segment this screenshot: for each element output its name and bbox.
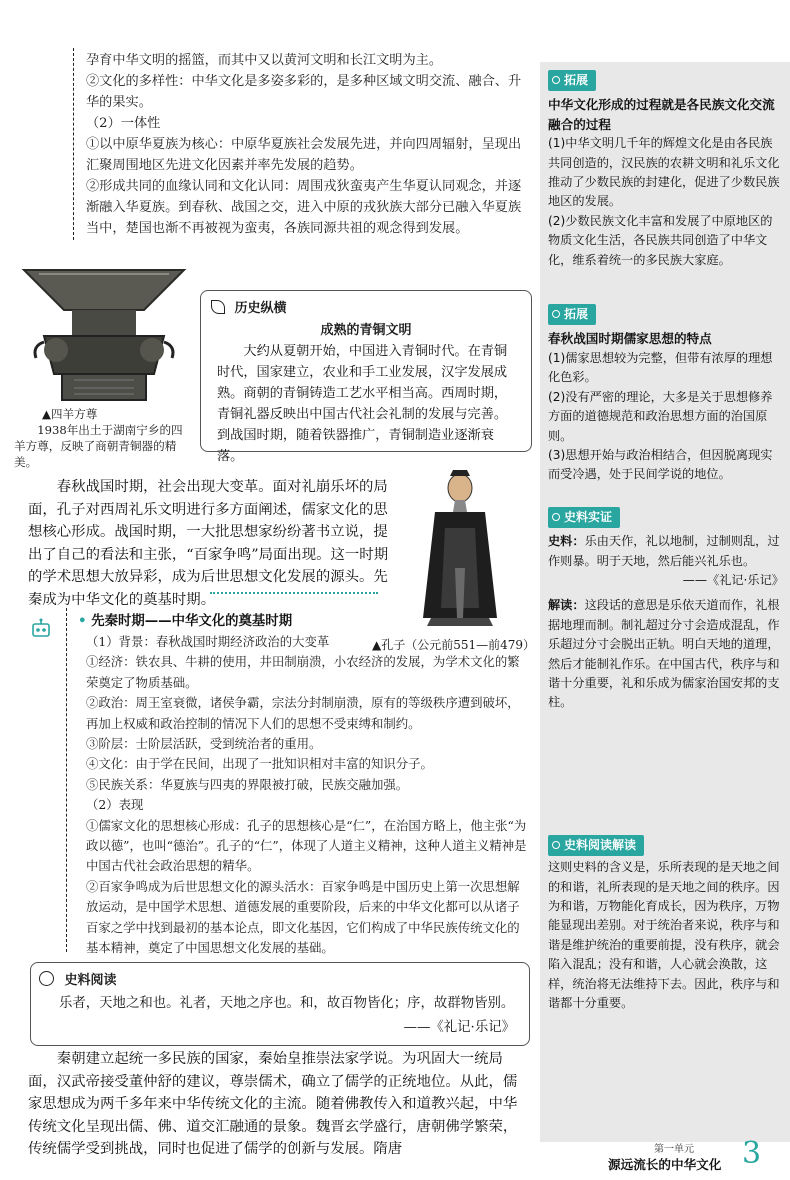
evidence-tag: 史料实证 <box>548 507 620 528</box>
note-line: ②文化的多样性：中华文化是多姿多彩的，是多种区域文明交流、融合、升华的果实。 <box>86 74 522 110</box>
evidence-block <box>548 507 784 713</box>
ext2-item: (1)儒家思想较为完整，但带有浓厚的理想化色彩。 <box>548 350 773 385</box>
notes-dashed-line <box>73 48 74 240</box>
reading-interp-block <box>548 835 784 1014</box>
sidebar <box>548 70 784 1013</box>
ext2-item: (3)思想开始与政治相结合，但因脱离现实而受冷遇，处于民间学说的地位。 <box>548 447 773 482</box>
leaf-icon <box>211 300 225 314</box>
history-box-title: 成熟的青铜文明 <box>320 323 412 338</box>
reading-box-header <box>39 969 117 988</box>
reading-box <box>30 962 530 1046</box>
interp-label: 解读： <box>548 598 585 613</box>
note-line: ②百家争鸣成为后世思想文化的源头活水：百家争鸣是中国历史上第一次思想解放运动，是中国学术思想、道德发展的重要阶段，后来的中华文化都可以从诸子百家之学中找到最初的基本论点，即文化基因，它们构成了中华民族传统文化的基本精神，奠定了中国思想文化发展的基础。 <box>86 878 520 956</box>
footer-page-number: 3 <box>742 1136 762 1171</box>
reading-box-source: ——《礼记·乐记》 <box>403 1020 515 1035</box>
confucius-caption: ▲孔子（公元前551—前479） <box>372 638 536 652</box>
ext2-item: (2)没有严密的理论，大多是关于思想修养方面的道德规范和政治思想方面的治国原则。 <box>548 389 773 443</box>
pre-qin-heading <box>78 610 292 629</box>
ext2-block <box>548 304 784 485</box>
note-line: ④文化：由于学在民间，出现了一批知识相对丰富的知识分子。 <box>86 756 433 772</box>
confucius-icon <box>405 468 515 628</box>
evidence-paragraph <box>548 532 784 571</box>
evidence-label: 史料： <box>548 534 585 549</box>
main-paragraph-2: 秦朝建立起统一多民族的国家，秦始皇推崇法家学说。为巩固大一统局面，汉武帝接受董仲舒的建议，尊崇儒术，确立了儒学的正统地位。从此，儒家思想成为两千多年来中华传统文化的主流。随着佛教传入和道教兴起，中华传统文化呈现出儒、佛、道交汇融通的景象。魏晋玄学盛行，唐朝佛学繁荣，传统儒学受到挑战，同时也促进了儒学的创新与发展。隋唐 <box>28 1051 518 1157</box>
note-line: （1）背景：春秋战国时期经济政治的大变革 <box>86 634 330 649</box>
wavy-underline <box>210 588 378 594</box>
ext1-block <box>548 70 784 270</box>
note-line: ②形成共同的血缘认同和文化认同：周围戎狄蛮夷产生华夏认同观念，并逐渐融入华夏族。到春秋、战国之交，进入中原的戎狄族大部分已融入华夏族当中，楚国也渐不再被视为蛮夷，各族同源共祖的观念得到发展。 <box>86 179 522 236</box>
note-line: ①以中原华夏族为核心：中原华夏族社会发展先进，并向四周辐射，呈现出汇聚周围地区先进文化因素并率先发展的趋势。 <box>86 137 522 173</box>
note-line: ⑤民族关系：华夏族与四夷的界限被打破，民族交融加强。 <box>86 776 409 792</box>
history-box-text: 大约从夏朝开始，中国进入青铜时代。在青铜时代，国家建立，农业和手工业发展，汉字发展成熟。商朝的青铜铸造工艺水平相当高。西周时期，青铜礼器反映出中国古代社会礼制的发展与完善。到战国时期，随着铁器推广，青铜制造业逐渐衰落。 <box>217 344 508 464</box>
pre-qin-notes <box>86 632 530 959</box>
reading-interp-text: 这则史料的含义是，乐所表现的是天地之间的和谐，礼所表现的是天地之间的秩序。因为和谐，万物能化育成长，因为秩序，万物能显现出差别。对于统治者来说，秩序与和谐是维护统治的重要前提，没有秩序，就会陷入混乱；没有和谐，人心就会涣散，这样，统治将无法维持下去。因此，秩序与和谐都十分重要。 <box>548 860 780 1011</box>
footer-unit: 第一单元 <box>654 1144 694 1155</box>
evidence-source: ——《礼记·乐记》 <box>682 572 784 587</box>
bronze-zun-icon <box>14 262 194 404</box>
evidence-text: 乐由天作，礼以地制，过制则乱，过作则暴。明于天地，然后能兴礼乐也。 <box>548 534 780 568</box>
history-box-label: 历史纵横 <box>234 301 287 316</box>
bronze-caption-text: 1938年出土于湖南宁乡的四羊方尊，反映了商朝青铜器的精美。 <box>14 423 183 469</box>
note-line: 孕育中华文明的摇篮，而其中又以黄河文明和长江文明为主。 <box>86 53 443 68</box>
confucius-image <box>405 468 515 628</box>
note-line: （2）一体性 <box>86 116 161 131</box>
top-notes <box>86 50 531 239</box>
main-paragraph-1: 春秋战国时期，社会出现大变革。面对礼崩乐坏的局面，孔子对西周礼乐文明进行多方面阐述，儒家文化的思想核心形成。战国时期，一大批思想家纷纷著书立说，提出了自己的看法和主张，“百家争鸣”局面出现。这一时期的学术思想大放异彩，成为后世思想文化发展的源头。先秦成为中华文化的奠基时期。 <box>28 479 389 608</box>
note-line: ③阶层：士阶层活跃，受到统治者的重用。 <box>86 736 322 752</box>
ext1-tag: 拓展 <box>548 70 596 91</box>
pre-qin-heading-text: 先秦时期——中华文化的奠基时期 <box>91 614 293 629</box>
note-line: ①儒家文化的思想核心形成：孔子的思想核心是“仁”，在治国方略上，他主张“为政以德”，也叫“德治”。孔子的“仁”，体现了人道主义精神，这种人道主义精神是中国古代社会政治思想的精华。 <box>86 817 527 874</box>
ext1-item: (1)中华文明几千年的辉煌文化是由各民族共同创造的，汉民族的农耕文明和礼乐文化推动了少数民族的封建化，促进了少数民族地区的发展。 <box>548 136 780 209</box>
history-box <box>200 290 532 464</box>
note-line: ②政治：周王室衰微，诸侯争霸，宗法分封制崩溃，原有的等级秩序遭到破坏，再加上权威和政治控制的情况下人们的思想不受束缚和制约。 <box>86 695 520 731</box>
bronze-caption <box>14 406 194 470</box>
ext2-tag: 拓展 <box>548 304 596 325</box>
interp-text: 这段话的意思是乐依天道而作，礼根据地理而制。制礼超过分寸会造成混乱，作乐超过分寸会脱出正轨。明白天地的道理，然后才能制礼作乐。在中国古代，秩序与和谐十分重要，礼和乐成为儒家治国安邦的支柱。 <box>548 598 780 710</box>
bronze-vessel-image <box>14 262 194 404</box>
footer-title: 源远流长的中华文化 <box>608 1157 722 1172</box>
ext1-item: (2)少数民族文化丰富和发展了中原地区的物质文化生活，各民族共同创造了中华文化，维系着统一的多民族大家庭。 <box>548 213 773 267</box>
reading-interp-tag: 史料阅读解读 <box>548 835 644 856</box>
bullet-dot: • <box>78 614 87 629</box>
ext1-title: 中华文化形成的过程就是各民族文化交流融合的过程 <box>548 97 775 132</box>
robot-icon <box>30 618 52 640</box>
note-line: （2）表现 <box>86 797 144 813</box>
reading-box-label: 史料阅读 <box>64 973 117 988</box>
book-icon <box>39 971 54 986</box>
interp-paragraph <box>548 596 784 712</box>
reading-box-text: 乐者，天地之和也。礼者，天地之序也。和，故百物皆化；序，故群物皆别。 <box>59 996 515 1011</box>
ext2-title: 春秋战国时期儒家思想的特点 <box>548 331 712 347</box>
history-box-header <box>211 297 287 316</box>
note-line: ①经济：铁农具、牛耕的使用，井田制崩溃，小农经济的发展，为学术文化的繁荣奠定了物质基础。 <box>86 654 520 690</box>
pre-qin-dashed-line <box>66 608 67 952</box>
bronze-caption-title: ▲四羊方尊 <box>42 407 98 421</box>
